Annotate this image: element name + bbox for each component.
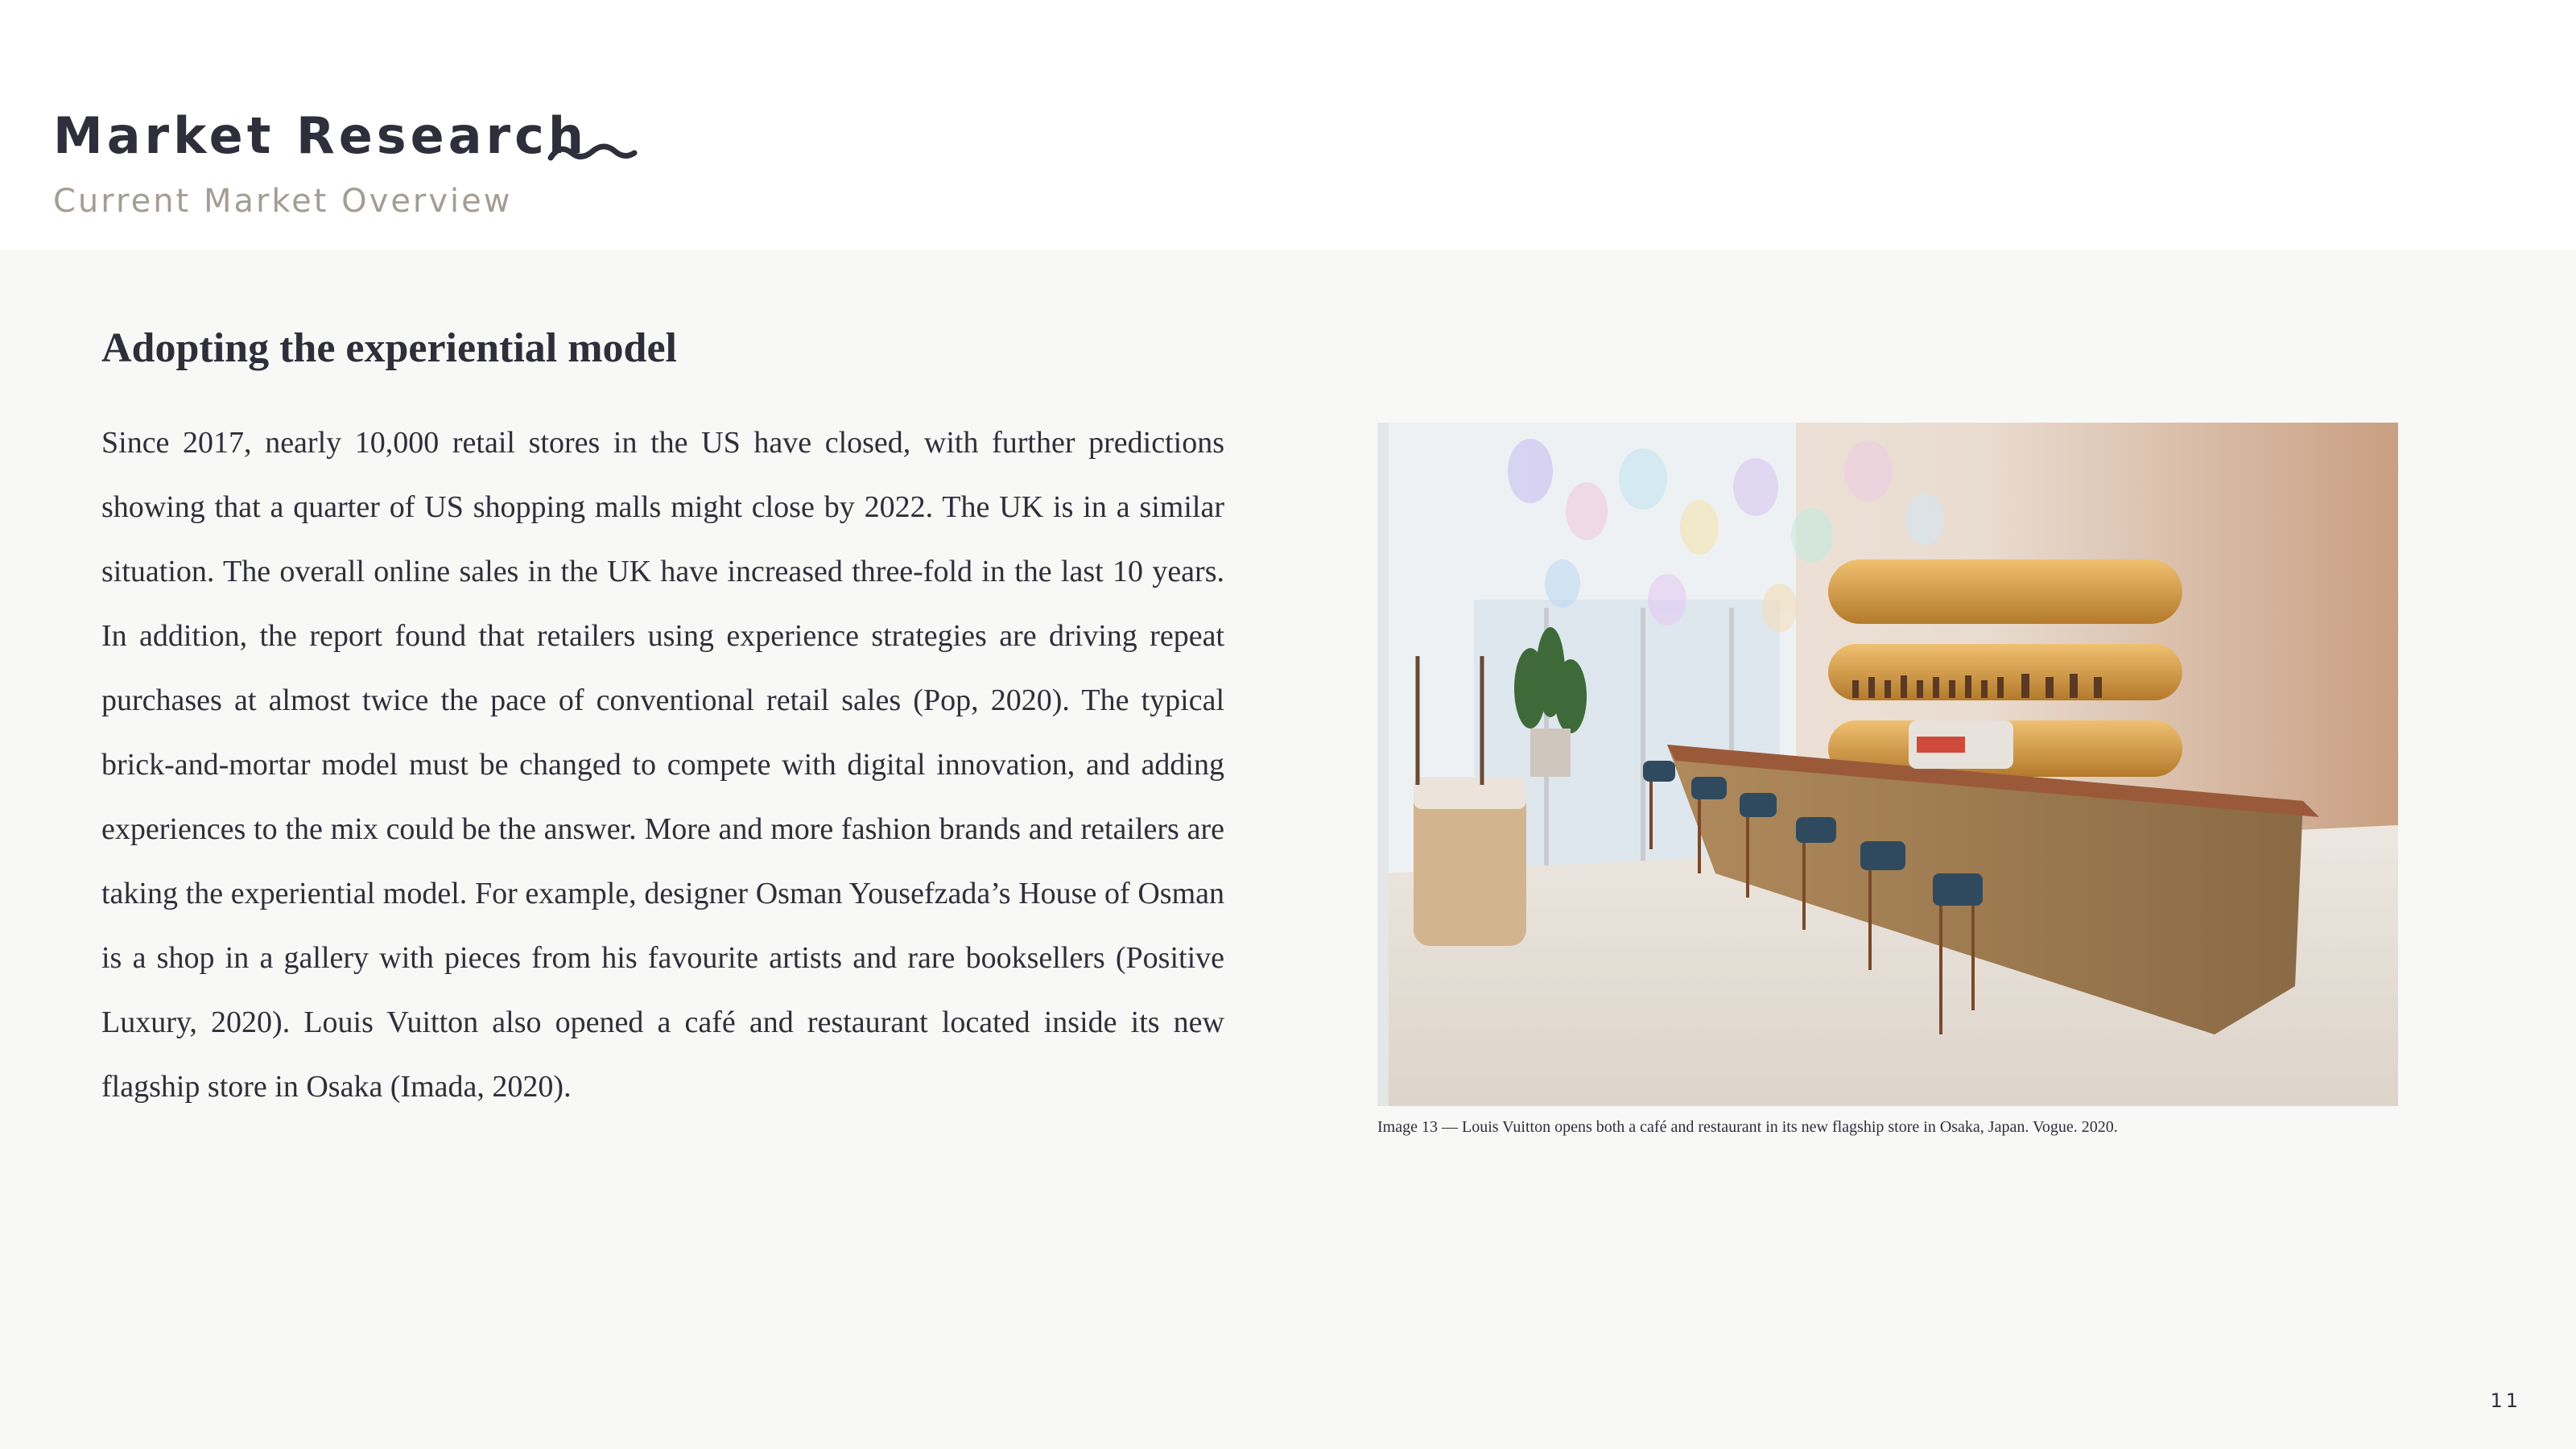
slide-header [0,0,2576,250]
wave-ornament-icon [547,138,638,164]
body-paragraph: Since 2017, nearly 10,000 retail stores in the US have closed, with further predictions showing that a quarter of US shopping malls might close by 2022. The UK is in a similar situation. The overall online sales in the UK have increased three-fold in the last 10 years. In addition, the report found that retailers using experience strategies are driving repeat purchases at almost twice the pace of conventional retail sales (Pop, 2020). The typical brick-and-mortar model must be changed to compete with digital innovation, and adding experiences to the mix could be the answer. More and more fashion brands and retailers are taking the experiential model. For example, designer Osman Yousefzada’s House of Osman is a shop in a gallery with pieces from his favourite artists and rare booksellers (Positive Luxury, 2020). Louis Vuitton also opened a café and restaurant located inside its new flagship store in Osaka (Imada, 2020). [101,426,1224,1104]
page-number: 11 [2490,1389,2521,1412]
image-caption: Image 13 — Louis Vuitton opens both a café and restaurant in its new flagship store in Osaka, Japan. Vogue. 2020. [1377,1118,2118,1136]
section-heading: Adopting the experiential model [101,325,677,371]
page-subtitle: Current Market Overview [53,183,513,220]
page-title: Market Research [53,106,588,165]
store-photo [1377,423,2398,1106]
